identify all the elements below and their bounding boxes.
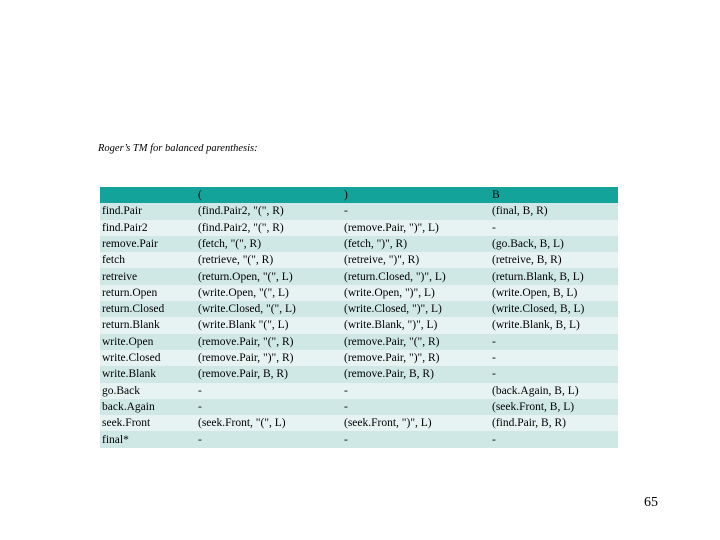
table-row	[100, 366, 618, 382]
state-cell: seek.Front	[100, 415, 196, 431]
open-paren-cell: (remove.Pair, "(", R)	[196, 334, 342, 350]
close-paren-cell: -	[342, 431, 490, 447]
state-cell: remove.Pair	[100, 236, 196, 252]
state-cell: fetch	[100, 252, 196, 268]
table-row	[100, 268, 618, 284]
state-cell: return.Open	[100, 285, 196, 301]
blank-cell: (seek.Front, B, L)	[490, 399, 618, 415]
open-paren-cell: (find.Pair2, "(", R)	[196, 203, 342, 219]
blank-cell: (write.Blank, B, L)	[490, 317, 618, 333]
blank-cell: -	[490, 334, 618, 350]
close-paren-cell: -	[342, 203, 490, 219]
close-paren-cell: (retreive, ")", R)	[342, 252, 490, 268]
table-row	[100, 301, 618, 317]
state-cell: write.Closed	[100, 350, 196, 366]
open-paren-cell: (write.Closed, "(", L)	[196, 301, 342, 317]
blank-cell: -	[490, 366, 618, 382]
header-close-paren: )	[342, 187, 490, 203]
state-cell: find.Pair2	[100, 220, 196, 236]
close-paren-cell: (write.Open, ")", L)	[342, 285, 490, 301]
table-header-row	[100, 187, 618, 203]
state-cell: return.Closed	[100, 301, 196, 317]
table-row	[100, 383, 618, 399]
state-cell: retreive	[100, 268, 196, 284]
table-row	[100, 415, 618, 431]
close-paren-cell: (return.Closed, ")", L)	[342, 268, 490, 284]
blank-cell: (find.Pair, B, R)	[490, 415, 618, 431]
blank-cell: (go.Back, B, L)	[490, 236, 618, 252]
blank-cell: (write.Open, B, L)	[490, 285, 618, 301]
close-paren-cell: (remove.Pair, "(", R)	[342, 334, 490, 350]
table-row	[100, 317, 618, 333]
table-row	[100, 334, 618, 350]
state-cell: go.Back	[100, 383, 196, 399]
close-paren-cell: (remove.Pair, ")", R)	[342, 350, 490, 366]
blank-cell: -	[490, 220, 618, 236]
close-paren-cell: (write.Blank, ")", L)	[342, 317, 490, 333]
table-row	[100, 203, 618, 219]
header-open-paren: (	[196, 187, 342, 203]
close-paren-cell: (remove.Pair, ")", L)	[342, 220, 490, 236]
close-paren-cell: -	[342, 383, 490, 399]
open-paren-cell: (write.Open, "(", L)	[196, 285, 342, 301]
table-row	[100, 431, 618, 447]
table-caption: Roger’s TM for balanced parenthesis:	[98, 143, 258, 154]
blank-cell: -	[490, 431, 618, 447]
state-cell: back.Again	[100, 399, 196, 415]
header-state	[100, 187, 196, 203]
table-row	[100, 220, 618, 236]
blank-cell: (write.Closed, B, L)	[490, 301, 618, 317]
table-row	[100, 350, 618, 366]
header-blank: B	[490, 187, 618, 203]
table-row	[100, 236, 618, 252]
table-row	[100, 252, 618, 268]
transition-table	[100, 187, 618, 448]
state-cell: final*	[100, 431, 196, 447]
open-paren-cell: -	[196, 399, 342, 415]
open-paren-cell: (return.Open, "(", L)	[196, 268, 342, 284]
state-cell: write.Open	[100, 334, 196, 350]
open-paren-cell: (fetch, "(", R)	[196, 236, 342, 252]
table-row	[100, 285, 618, 301]
open-paren-cell: -	[196, 431, 342, 447]
close-paren-cell: (remove.Pair, B, R)	[342, 366, 490, 382]
state-cell: find.Pair	[100, 203, 196, 219]
blank-cell: (retreive, B, R)	[490, 252, 618, 268]
close-paren-cell: (fetch, ")", R)	[342, 236, 490, 252]
state-cell: return.Blank	[100, 317, 196, 333]
open-paren-cell: (seek.Front, "(", L)	[196, 415, 342, 431]
page-number: 65	[644, 495, 658, 510]
blank-cell: -	[490, 350, 618, 366]
open-paren-cell: (retrieve, "(", R)	[196, 252, 342, 268]
close-paren-cell: -	[342, 399, 490, 415]
close-paren-cell: (write.Closed, ")", L)	[342, 301, 490, 317]
open-paren-cell: (remove.Pair, ")", R)	[196, 350, 342, 366]
open-paren-cell: (find.Pair2, "(", R)	[196, 220, 342, 236]
blank-cell: (back.Again, B, L)	[490, 383, 618, 399]
state-cell: write.Blank	[100, 366, 196, 382]
open-paren-cell: (remove.Pair, B, R)	[196, 366, 342, 382]
table-row	[100, 399, 618, 415]
open-paren-cell: -	[196, 383, 342, 399]
blank-cell: (return.Blank, B, L)	[490, 268, 618, 284]
open-paren-cell: (write.Blank "(", L)	[196, 317, 342, 333]
close-paren-cell: (seek.Front, ")", L)	[342, 415, 490, 431]
blank-cell: (final, B, R)	[490, 203, 618, 219]
